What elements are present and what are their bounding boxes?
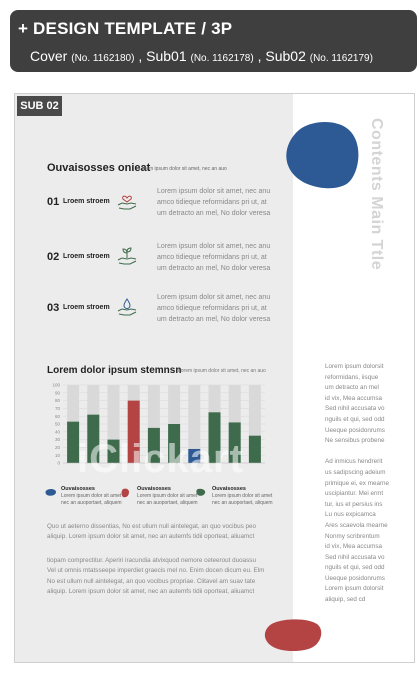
red-blob-icon	[121, 488, 130, 498]
right-column-line: Ares scaevola mearne	[325, 521, 388, 529]
sub01-number: (No. 1162178)	[190, 53, 254, 64]
y-tick-label: 90	[54, 390, 60, 396]
right-column-line: primique ei, ex mearne	[325, 479, 390, 487]
bar	[87, 415, 99, 463]
item-number: 01	[47, 196, 60, 208]
right-column-line: nguils et qui, sed odd	[325, 415, 385, 423]
vertical-title: Contents Main Ttle	[368, 118, 385, 271]
y-tick-label: 0	[57, 460, 60, 466]
y-tick-label: 80	[54, 398, 60, 404]
item-label: Lroem stroem	[63, 253, 110, 260]
section-caption: Lorem ipsum dolor sit amet, nec an auo	[139, 166, 227, 172]
right-column-line: Nonmy scribrentum	[325, 532, 380, 540]
separator: ,	[257, 48, 262, 64]
section-title: Ouvaisosses onieat	[47, 162, 151, 174]
chart-caption: Lorem ipsum dolor sit amet, nec an auo	[178, 368, 266, 374]
item-label: Lroem stroem	[63, 304, 110, 311]
right-column-line: uscipiantur. Mei ermt	[325, 490, 384, 498]
y-tick-label: 60	[54, 413, 60, 419]
y-tick-label: 20	[54, 445, 60, 450]
right-column-line: Ueeque posidonrums	[325, 574, 385, 582]
body-paragraph: Quo ut aeterno dissentias, No est ullum null aintelegat, an quo vocibus peo aliquip. Lorem ipsum dolor sit amet, nec an autemfs tidii oporteat, aliuamct	[47, 523, 256, 541]
list-item	[15, 186, 293, 226]
list-item	[15, 241, 293, 281]
y-tick-label: 40	[54, 429, 60, 435]
cover-label: Cover	[30, 48, 68, 64]
sub02-label: Sub02	[265, 48, 306, 64]
legend-name: Ouvaisosses	[61, 486, 95, 492]
y-tick-label: 30	[54, 437, 60, 443]
list-item	[15, 292, 293, 332]
right-column-line: Ad inmicus hendrerit	[325, 458, 383, 466]
right-column-line: Sed nihil accusata vo	[325, 553, 385, 561]
right-column-line	[325, 447, 391, 458]
cover-number: (No. 1162180)	[71, 53, 135, 64]
bar	[249, 436, 261, 463]
bar	[209, 412, 221, 463]
right-column-line: id vix, Mea accumsa	[325, 543, 383, 551]
y-tick-label: 10	[54, 452, 60, 458]
bar	[188, 449, 200, 463]
template-banner	[10, 10, 417, 72]
blue-blob-shape	[281, 120, 361, 192]
right-column-line: Lu nus expicamca	[325, 511, 376, 519]
right-column-line: um detracto an mel	[325, 384, 379, 392]
right-column-line: Lorem ipsum dolorsit	[325, 585, 384, 593]
banner-title: + DESIGN TEMPLATE / 3P	[18, 19, 233, 38]
water-drop-hand-icon	[115, 295, 139, 319]
right-column-line: reformidans, iisque	[325, 373, 379, 381]
watermark: iClickart	[77, 437, 244, 481]
legend-name: Ouvaisosses	[212, 486, 246, 492]
y-tick-label: 100	[52, 382, 60, 388]
sub02-number: (No. 1162179)	[309, 53, 373, 64]
bar	[108, 440, 120, 463]
bar	[168, 424, 180, 463]
right-column-line: Lorem ipsum dolorsit	[325, 363, 384, 370]
item-description: Lorem ipsum dolor sit amet, nec anu amco tidieque reformidans pri ut, at um detracto an mel, No dolor veresa	[157, 294, 271, 323]
sub-badge: SUB 02	[17, 96, 62, 116]
right-column-line: nguils et qui, sed odd	[325, 564, 385, 572]
body-paragraph: tiopam comprectitur. Aperiri iracundia atvixquod nemore ceteerout duoassu Vel ut omnis mtatsseepe imperdiet graecis mel no. Enim docen dicum eu. Elm No est ullum null aintelegat, an quo vocibus propriae. Clitavel am suav tate aliquip. Lorem ipsum dolor sit amet, nec an autemfs tidii oporteat, aliuamct	[47, 557, 265, 596]
separator: ,	[138, 48, 143, 64]
item-description: Lorem ipsum dolor sit amet, nec anu amco tidieque reformidans pri ut, at um detracto an mel, No dolor veresa	[157, 188, 271, 217]
red-blob-shape	[263, 618, 323, 652]
bar	[67, 422, 79, 463]
heart-hand-icon	[115, 189, 139, 213]
right-column-line: Ueeque posidonrums	[325, 426, 385, 434]
bar	[148, 428, 160, 463]
y-tick-label: 70	[54, 406, 60, 411]
sprout-hand-icon	[115, 244, 139, 268]
legend-desc: Lorem ipsum dolor sit amet nec an auoportaet, aliquem	[61, 493, 122, 506]
item-label: Lroem stroem	[63, 198, 110, 205]
item-description: Lorem ipsum dolor sit amet, nec anu amco tidieque reformidans pri ut, at um detracto an mel, No dolor veresa	[157, 243, 271, 272]
banner-subtitle	[30, 48, 373, 64]
item-number: 02	[47, 251, 60, 263]
y-tick-label: 50	[54, 421, 60, 427]
right-column-line: tur, ius et persius ins	[325, 500, 383, 508]
item-number: 03	[47, 302, 60, 314]
bar-chart	[43, 379, 273, 474]
sub01-label: Sub01	[146, 48, 187, 64]
blue-blob-icon	[45, 488, 57, 497]
legend-desc: Lorem ipsum dolor sit amet nec an auoportaet, aliquem	[212, 493, 273, 506]
green-blob-icon	[196, 488, 206, 497]
right-column-line: id vix, Mea accumsa	[325, 394, 383, 402]
right-column-line: Ne sensibus probene	[325, 437, 385, 445]
legend-desc: Lorem ipsum dolor sit amet nec an auoportaet, aliquem	[137, 493, 198, 506]
right-column-line: us sadipscing adeium	[325, 468, 386, 476]
right-column-text	[325, 362, 391, 606]
right-column-line: aliquip, sed cd	[325, 596, 366, 604]
bar	[229, 422, 241, 463]
bar	[128, 401, 140, 463]
chart-title: Lorem dolor ipsum stemnsn	[47, 365, 182, 376]
page-preview	[14, 93, 415, 663]
legend-name: Ouvaisosses	[137, 486, 171, 492]
right-column-line: Sed nihil accusata vo	[325, 405, 385, 413]
